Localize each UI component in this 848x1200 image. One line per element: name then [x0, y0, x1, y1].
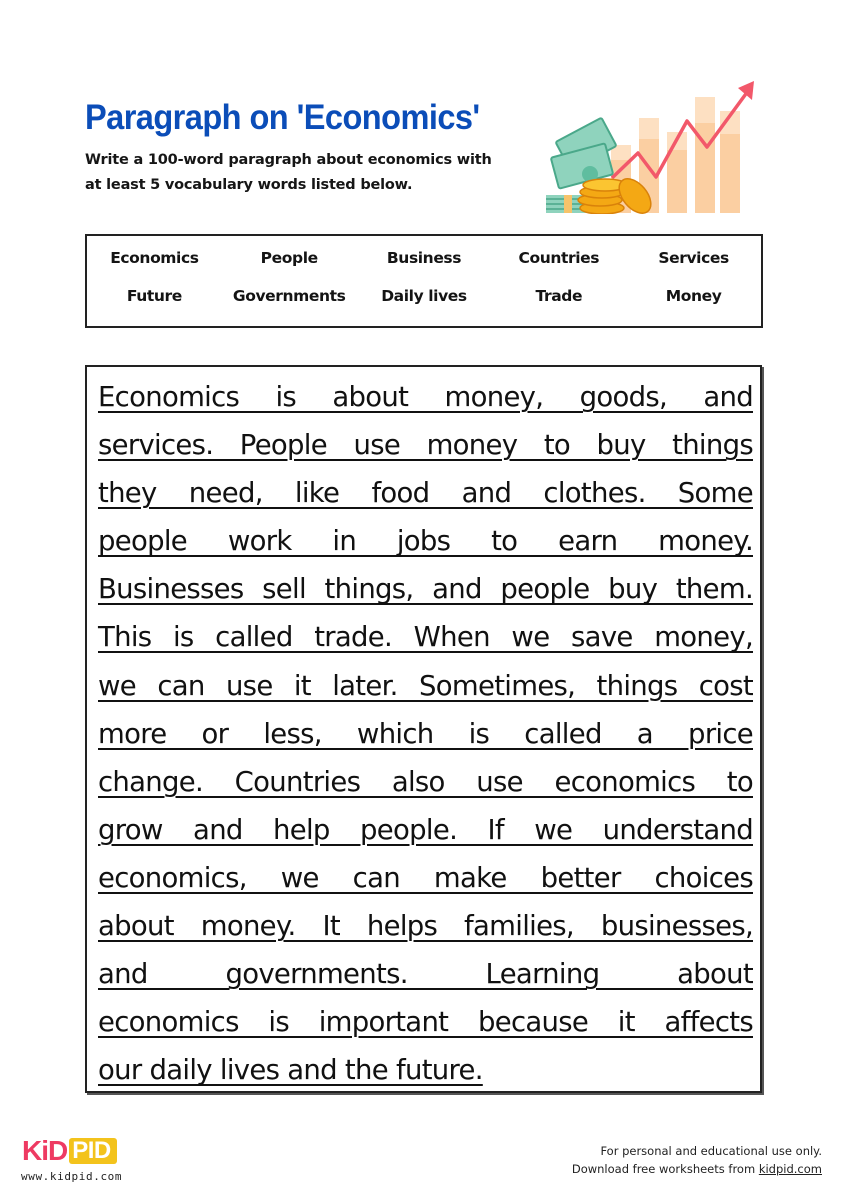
instructions-line-2: at least 5 vocabulary words listed below. — [85, 177, 413, 193]
footer-note-line-1: For personal and educational use only. — [600, 1144, 822, 1158]
instructions-line-1: Write a 100-word paragraph about economics with — [85, 152, 492, 168]
vocab-word: Services — [658, 249, 729, 267]
paragraph-line: grow and help people. If we understand — [98, 813, 753, 846]
vocab-word: Daily lives — [381, 287, 467, 305]
paragraph-line: economics is important because it affects — [98, 1006, 753, 1039]
paragraph-line: about money. It helps families, businesses, — [98, 910, 753, 943]
paragraph-line: our daily lives and the future. — [98, 1054, 483, 1087]
logo-url: www.kidpid.com — [21, 1170, 123, 1183]
paragraph-line: services. People use money to buy things — [98, 429, 753, 462]
vocab-word: Economics — [110, 249, 199, 267]
page-title: Paragraph on 'Economics' — [85, 98, 480, 137]
paragraph-line: we can use it later. Sometimes, things cost — [98, 669, 753, 702]
paragraph-line: they need, like food and clothes. Some — [98, 477, 753, 510]
instructions — [85, 148, 535, 198]
paragraph-line: This is called trade. When we save money, — [98, 621, 753, 654]
footer-note-line-2 — [572, 1160, 822, 1178]
vocab-word: Governments — [232, 287, 346, 305]
kidpid-link[interactable]: kidpid.com — [758, 1162, 822, 1176]
vocabulary-list — [87, 248, 761, 306]
vocab-word: Money — [665, 287, 722, 305]
vocabulary-box — [85, 234, 763, 328]
paragraph-line: Businesses sell things, and people buy them. — [98, 573, 753, 606]
paragraph-line: and governments. Learning about — [98, 958, 753, 991]
paragraph-line: economics, we can make better choices — [98, 861, 753, 894]
kidpid-logo — [22, 1136, 117, 1166]
vocab-word: People — [260, 249, 318, 267]
vocab-word: Business — [386, 249, 462, 267]
vocab-word: Countries — [518, 249, 600, 267]
money-growth-chart-icon — [540, 78, 770, 214]
paragraph-line: change. Countries also use economics to — [98, 765, 753, 798]
paragraph-line: Economics is about money, goods, and — [98, 381, 753, 413]
paragraph-line: more or less, which is called a price — [98, 717, 753, 750]
paragraph-text — [98, 373, 753, 1094]
footer-note-prefix: Download free worksheets from — [571, 1162, 759, 1176]
paragraph-box — [85, 365, 762, 1093]
logo-pid-text: PID — [69, 1138, 117, 1164]
paragraph-line: people work in jobs to earn money. — [98, 525, 753, 558]
vocab-word: Trade — [535, 287, 583, 305]
footer-note — [572, 1142, 822, 1178]
logo-kid-text: KiD — [22, 1135, 68, 1166]
vocab-word: Future — [126, 287, 182, 305]
